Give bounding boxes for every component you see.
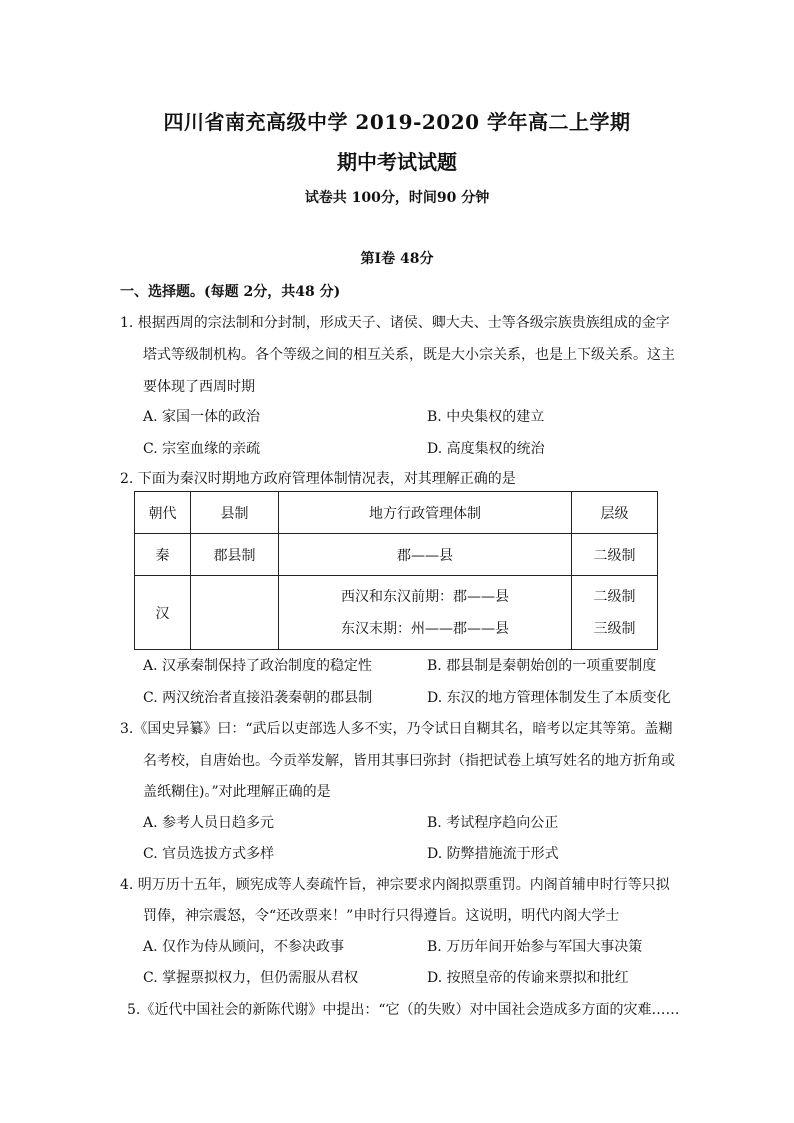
table-cell	[191, 576, 279, 650]
table-header-cell: 层级	[572, 492, 658, 534]
question-1-option-b: B. 中央集权的建立	[427, 409, 545, 425]
question-4-option-b: B. 万历年间开始参与军国大事决策	[427, 939, 643, 955]
table-cell: 二级制	[572, 534, 658, 576]
part-title: 第Ⅰ卷 48分	[360, 251, 434, 267]
table-header-cell: 地方行政管理体制	[279, 492, 572, 534]
section-title: 一、选择题。(每题 2分，共48 分)	[120, 284, 341, 300]
exam-subtitle: 试卷共 100分，时间90 分钟	[304, 190, 490, 206]
table-cell: 汉	[135, 576, 191, 650]
question-3-line-3: 盖纸糊住)。”对此理解正确的是	[143, 784, 331, 800]
question-2-line-1: 2. 下面为秦汉时期地方政府管理体制情况表，对其理解正确的是	[120, 471, 516, 487]
table-cell: 郡县制	[191, 534, 279, 576]
question-2-option-c: C. 两汉统治者直接沿袭秦朝的郡县制	[143, 690, 373, 706]
question-2-option-a: A. 汉承秦制保持了政治制度的稳定性	[143, 658, 373, 674]
table-cell-admin	[279, 576, 572, 650]
table-row-qin	[135, 534, 658, 576]
question-4-line-1: 4. 明万历十五年，顾宪成等人奏疏忤旨，神宗要求内阁拟票重罚。内阁首辅申时行等只拟	[120, 877, 670, 893]
question-3-option-a: A. 参考人员日趋多元	[143, 815, 275, 831]
table-cell: 郡——县	[279, 534, 572, 576]
question-5-line-1: 5.《近代中国社会的新陈代谢》中提出：“它（的失败）对中国社会造成多方面的灾难……	[127, 1002, 680, 1018]
question-1-line-1: 1. 根据西周的宗法制和分封制，形成天子、诸侯、卿大夫、士等各级宗族贵族组成的金字	[120, 315, 670, 331]
admin-system-table	[134, 491, 658, 650]
question-3-line-2: 名考校，自唐始也。今贡举发解，皆用其事曰弥封（指把试卷上填写姓名的地方折角或	[143, 753, 675, 769]
question-4-option-d: D. 按照皇帝的传谕来票拟和批红	[427, 970, 629, 986]
question-4-option-c: C. 掌握票拟权力，但仍需服从君权	[143, 970, 359, 986]
table-header-row	[135, 492, 658, 534]
question-4-option-a: A. 仅作为侍从顾问，不参决政事	[143, 939, 345, 955]
table-header-cell: 朝代	[135, 492, 191, 534]
question-1-line-2: 塔式等级制机构。各个等级之间的相互关系，既是大小宗关系，也是上下级关系。这主	[143, 347, 675, 363]
question-1-line-3: 要体现了西周时期	[143, 379, 255, 395]
table-cell: 秦	[135, 534, 191, 576]
table-header-cell: 县制	[191, 492, 279, 534]
question-2-option-b: B. 郡县制是秦朝始创的一项重要制度	[427, 658, 657, 674]
table-cell-levels	[572, 576, 658, 650]
question-3-option-d: D. 防弊措施流于形式	[427, 846, 559, 862]
question-3-option-c: C. 官员选拔方式多样	[143, 846, 275, 862]
question-1-option-d: D. 高度集权的统治	[427, 441, 545, 457]
exam-title-line1: 四川省南充高级中学 2019-2020 学年高二上学期	[163, 110, 631, 134]
table-row-han	[135, 576, 658, 650]
question-2-option-d: D. 东汉的地方管理体制发生了本质变化	[427, 690, 671, 706]
table-cell-line: 二级制	[593, 588, 636, 605]
exam-title-line2: 期中考试试题	[337, 150, 457, 174]
table-cell-line: 三级制	[593, 620, 636, 637]
question-1-option-c: C. 宗室血缘的亲疏	[143, 441, 261, 457]
question-1-option-a: A. 家国一体的政治	[143, 409, 261, 425]
question-4-line-2: 罚俸，神宗震怒，令“还改票来！”申时行只得遵旨。这说明，明代内阁大学士	[143, 908, 620, 924]
question-3-option-b: B. 考试程序趋向公正	[427, 815, 559, 831]
table-cell-line: 西汉和东汉前期：郡——县	[341, 588, 509, 605]
question-3-line-1: 3.《国史异纂》曰：“武后以吏部选人多不实，乃令试日自糊其名，暗考以定其等第。盖糊	[120, 721, 673, 737]
table-cell-line: 东汉末期：州——郡——县	[341, 620, 509, 637]
